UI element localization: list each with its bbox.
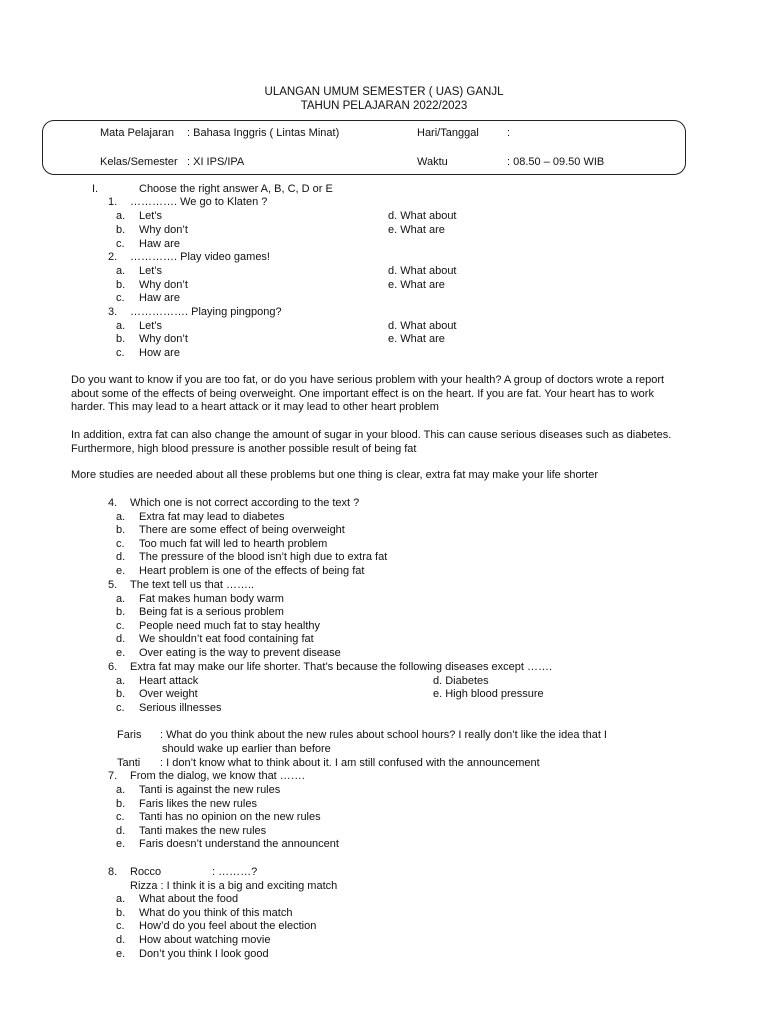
- option-text: Why don’t: [139, 224, 188, 236]
- class-label: Kelas/Semester: [100, 156, 178, 168]
- dialog-line: should wake up earlier than before: [162, 743, 331, 755]
- option-text: Tanti is against the new rules: [139, 784, 281, 796]
- option-text: Tanti has no opinion on the new rules: [139, 811, 321, 823]
- option-letter: e.: [116, 565, 126, 577]
- option-text: Over eating is the way to prevent disease: [139, 647, 341, 659]
- exam-title: ULANGAN UMUM SEMESTER ( UAS) GANJL: [264, 86, 504, 98]
- option-letter: d.: [116, 825, 126, 837]
- option-text: The pressure of the blood isn’t high due to extra fat: [139, 551, 388, 563]
- reading-paragraph-3: More studies are needed about all these problems but one thing is clear, extra fat may make your life shorter: [71, 469, 599, 481]
- reading-paragraph-2: In addition, extra fat can also change the amount of sugar in your blood. This can cause serious diseases such as diabetes. Furthermore, high blood pressure is another possible result of being fat: [71, 429, 672, 455]
- option-text: Haw are: [139, 238, 180, 250]
- option-text: How about watching movie: [139, 934, 271, 946]
- option-text: Haw are: [139, 292, 180, 304]
- option-text: e. What are: [388, 224, 445, 236]
- option-text: Heart problem is one of the effects of being fat: [139, 565, 365, 577]
- option-letter: d.: [116, 934, 126, 946]
- option-letter: a.: [116, 210, 126, 222]
- option-letter: a.: [116, 265, 126, 277]
- option-letter: b.: [116, 606, 126, 618]
- question-text: …………. We go to Klaten ?: [130, 196, 268, 208]
- option-text: e. What are: [388, 279, 445, 291]
- question-text: …………. Play video games!: [130, 251, 270, 263]
- option-text: Don’t you think I look good: [139, 948, 269, 960]
- option-text: d. What about: [388, 265, 457, 277]
- dialog-line: : ………?: [212, 866, 258, 878]
- option-letter: c.: [116, 702, 125, 714]
- option-text: d. Diabetes: [433, 675, 489, 687]
- option-letter: e.: [116, 647, 126, 659]
- time-label: Waktu: [417, 156, 448, 168]
- option-letter: b.: [116, 279, 126, 291]
- academic-year: TAHUN PELAJARAN 2022/2023: [300, 100, 468, 112]
- option-letter: b.: [116, 524, 126, 536]
- option-letter: b.: [116, 907, 126, 919]
- option-letter: c.: [116, 920, 125, 932]
- option-letter: c.: [116, 238, 125, 250]
- option-text: How’d do you feel about the election: [139, 920, 317, 932]
- option-letter: c.: [116, 538, 125, 550]
- option-text: Fat makes human body warm: [139, 593, 284, 605]
- day-value: :: [507, 127, 511, 139]
- subject-label: Mata Pelajaran: [100, 127, 174, 139]
- class-value: : XI IPS/IPA: [187, 156, 245, 168]
- option-letter: e.: [116, 948, 126, 960]
- option-letter: c.: [116, 620, 125, 632]
- option-letter: a.: [116, 893, 126, 905]
- question-number: 2.: [108, 251, 118, 263]
- option-text: Tanti makes the new rules: [139, 825, 267, 837]
- option-text: What about the food: [139, 893, 239, 905]
- dialog-line: Rizza : I think it is a big and exciting match: [130, 880, 338, 892]
- option-text: e. High blood pressure: [433, 688, 544, 700]
- speaker-name: Faris: [117, 729, 142, 741]
- section-numeral: I.: [92, 183, 99, 195]
- option-text: We shouldn’t eat food containing fat: [139, 633, 314, 645]
- option-text: Let’s: [139, 210, 163, 222]
- question-number: 1.: [108, 196, 118, 208]
- speaker-name: Tanti: [117, 757, 141, 769]
- option-text: e. What are: [388, 333, 445, 345]
- option-letter: c.: [116, 811, 125, 823]
- subject-value: : Bahasa Inggris ( Lintas Minat): [187, 127, 340, 139]
- option-text: Why don’t: [139, 279, 188, 291]
- option-text: Being fat is a serious problem: [139, 606, 284, 618]
- question-number: 8.: [108, 866, 118, 878]
- option-text: d. What about: [388, 210, 457, 222]
- option-letter: b.: [116, 333, 126, 345]
- option-letter: a.: [116, 675, 126, 687]
- speaker-name: Rocco: [130, 866, 162, 878]
- option-text: d. What about: [388, 320, 457, 332]
- option-letter: d.: [116, 551, 126, 563]
- option-letter: a.: [116, 784, 126, 796]
- option-letter: a.: [116, 593, 126, 605]
- option-text: People need much fat to stay healthy: [139, 620, 321, 632]
- option-letter: b.: [116, 224, 126, 236]
- option-letter: b.: [116, 688, 126, 700]
- option-text: Let’s: [139, 265, 163, 277]
- option-letter: a.: [116, 511, 126, 523]
- time-value: : 08.50 – 09.50 WIB: [507, 156, 605, 168]
- option-text: How are: [139, 347, 180, 359]
- option-text: Heart attack: [139, 675, 199, 687]
- option-text: Over weight: [139, 688, 198, 700]
- option-text: Let’s: [139, 320, 163, 332]
- dialog-line: : What do you think about the new rules about school hours? I really don’t like the idea that I: [160, 729, 607, 741]
- question-number: 5.: [108, 579, 118, 591]
- option-letter: c.: [116, 292, 125, 304]
- question-number: 7.: [108, 770, 118, 782]
- option-text: What do you think of this match: [139, 907, 293, 919]
- option-text: There are some effect of being overweight: [139, 524, 345, 536]
- option-text: Extra fat may lead to diabetes: [139, 511, 285, 523]
- question-text: Extra fat may make our life shorter. That’s because the following diseases except …….: [130, 661, 553, 673]
- section-instruction: Choose the right answer A, B, C, D or E: [139, 183, 333, 195]
- option-letter: b.: [116, 798, 126, 810]
- option-letter: c.: [116, 347, 125, 359]
- reading-paragraph-1: Do you want to know if you are too fat, or do you have serious problem with your health? A group of doctors wrote a report about some of the effects of being overweight. One important effect is on the heart. If you are fat. Your heart has to work harder. This may lead to a heart attack or it may lead to other heart problem: [71, 374, 665, 414]
- option-letter: a.: [116, 320, 126, 332]
- option-letter: e.: [116, 838, 126, 850]
- question-text: Which one is not correct according to the text ?: [130, 497, 360, 509]
- option-text: Too much fat will led to hearth problem: [139, 538, 328, 550]
- day-label: Hari/Tanggal: [417, 127, 479, 139]
- option-text: Serious illnesses: [139, 702, 222, 714]
- option-letter: d.: [116, 633, 126, 645]
- question-text: From the dialog, we know that …….: [130, 770, 305, 782]
- question-number: 3.: [108, 306, 118, 318]
- option-text: Faris doesn’t understand the announcent: [139, 838, 339, 850]
- option-text: Faris likes the new rules: [139, 798, 257, 810]
- question-number: 4.: [108, 497, 118, 509]
- question-text: ……………. Playing pingpong?: [130, 306, 282, 318]
- option-text: Why don’t: [139, 333, 188, 345]
- dialog-line: : I don’t know what to think about it. I am still confused with the announcement: [160, 757, 540, 769]
- question-text: The text tell us that ……..: [130, 579, 255, 591]
- question-number: 6.: [108, 661, 118, 673]
